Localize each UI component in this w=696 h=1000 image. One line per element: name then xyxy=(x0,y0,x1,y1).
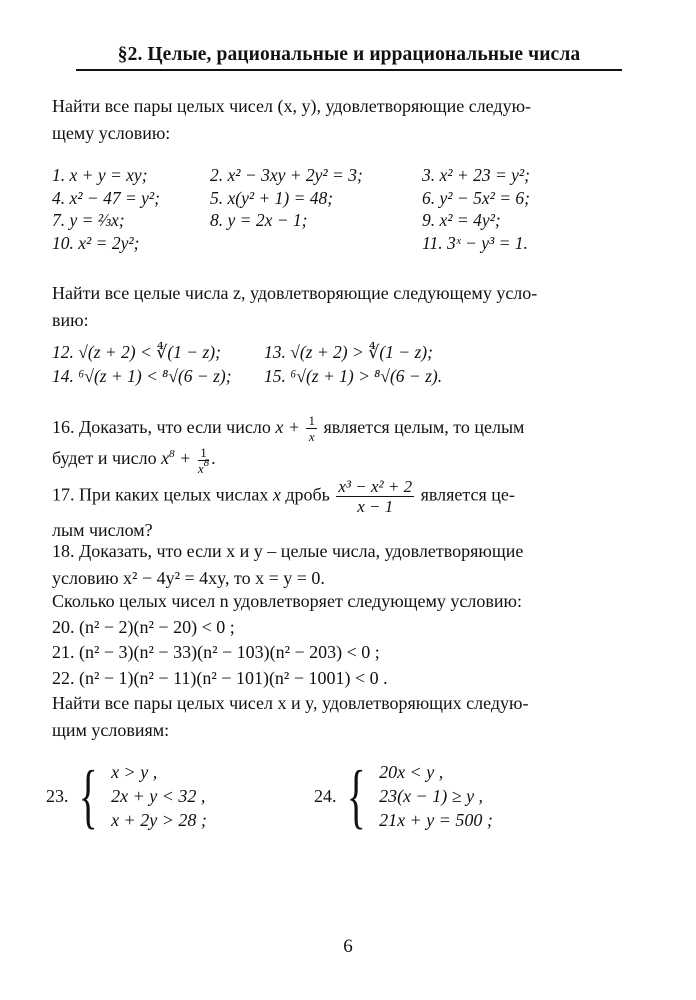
problem-14: 14. ⁶√(z + 1) < ⁸√(6 − z); xyxy=(52,366,232,386)
intro-line: Найти все целые числа z, удовлетворяющие следующему усло- xyxy=(52,283,538,303)
fraction-1-over-x: $\frac{1}{x}$ xyxy=(308,413,315,445)
problem-15: 15. ⁶√(z + 1) > ⁸√(6 − z). xyxy=(264,366,443,386)
problem-2: 2. x² − 3xy + 2y² = 3; xyxy=(210,165,363,185)
problem-9: 9. x² = 4y²; xyxy=(422,210,501,230)
problem-3: 3. x² + 23 = y²; xyxy=(422,165,530,185)
problem-8: 8. y = 2x − 1; xyxy=(210,210,308,230)
fraction-expression: $\frac{\text{x³ − x² + 2}}{x - 1}$ xyxy=(338,477,413,516)
problem-17: 17. При каких целых числах x дробь $\frac{\text{x³ − x² + 2}}{x - 1}$ является це- лым числом? xyxy=(52,477,515,540)
section-title: §2. Целые, рациональные и иррациональные числа xyxy=(76,44,622,71)
problem-row xyxy=(52,232,642,255)
intro-line: щему условию: xyxy=(52,123,171,143)
problem-empty xyxy=(210,232,422,255)
problem-12: 12. √(z + 2) < ∜(1 − z); xyxy=(52,342,221,362)
problem-20: 20. (n² − 2)(n² − 20) < 0 ; xyxy=(52,616,235,637)
problem-16: 16. Доказать, что если число x + $\frac{1}{x}$ является целым, то целым будет и число $x^8$ + $\frac{1}{x^8}$ . xyxy=(52,413,525,476)
problem-num: 16. xyxy=(52,417,75,437)
problem-22: 22. (n² − 1)(n² − 11)(n² − 101)(n² − 1001) < 0 . xyxy=(52,667,388,688)
problem-6: 6. y² − 5x² = 6; xyxy=(422,187,530,208)
problem-row xyxy=(52,364,442,388)
system-num: 23. xyxy=(46,785,69,806)
problem-row xyxy=(52,187,642,210)
intro-line: Найти все пары целых чисел (x, y), удовлетворяющие следую- xyxy=(52,96,532,116)
problem-13: 13. √(z + 2) > ∜(1 − z); xyxy=(264,342,433,362)
problem-18: 18. Доказать, что если x и y – целые числа, удовлетворяющие условию x² − 4y² = 4xy, то x = y = 0. xyxy=(52,541,524,588)
intro-pairs xyxy=(52,93,646,147)
problem-4: 4. x² − 47 = y²; xyxy=(52,187,160,208)
system-24: 24. { 20x < y , 23(x − 1) ≥ y , 21x + y = 500 ; xyxy=(314,756,493,836)
left-brace-icon: { xyxy=(78,756,98,836)
problem-row xyxy=(52,164,642,187)
problem-row xyxy=(52,340,442,364)
problem-11: 11. 3ˣ − y³ = 1. xyxy=(422,232,528,253)
intro-line: щим условиям: xyxy=(52,720,170,740)
problem-7: 7. y = ⅔x; xyxy=(52,210,125,230)
problem-num: 17. xyxy=(52,484,75,505)
intro-line: Найти все пары целых чисел x и y, удовлетворяющих следую- xyxy=(52,693,529,713)
intro-integers xyxy=(52,280,646,334)
problem-1: 1. x + y = xy; xyxy=(52,165,148,185)
problem-10: 10. x² = 2y²; xyxy=(52,232,140,253)
problems-1-11 xyxy=(52,164,642,254)
system-23: 23. { x > y , 2x + y < 32 , x + 2y > 28 ; xyxy=(46,756,207,836)
problem-21: 21. (n² − 3)(n² − 33)(n² − 103)(n² − 203) < 0 ; xyxy=(52,642,380,662)
intro-count: Сколько целых чисел n удовлетворяет следующему условию: xyxy=(52,591,522,611)
system-num: 24. xyxy=(314,785,337,806)
problem-row xyxy=(52,209,642,232)
problems-12-15 xyxy=(52,340,442,388)
fraction-1-over-x8: $\frac{1}{x^8}$ xyxy=(197,444,210,476)
intro-pairs-systems xyxy=(52,690,646,744)
problems-20-22 xyxy=(52,589,646,691)
left-brace-icon: { xyxy=(346,756,366,836)
intro-line: вию: xyxy=(52,310,89,330)
problem-5: 5. x(y² + 1) = 48; xyxy=(210,187,334,208)
page-number: 6 xyxy=(343,936,353,957)
